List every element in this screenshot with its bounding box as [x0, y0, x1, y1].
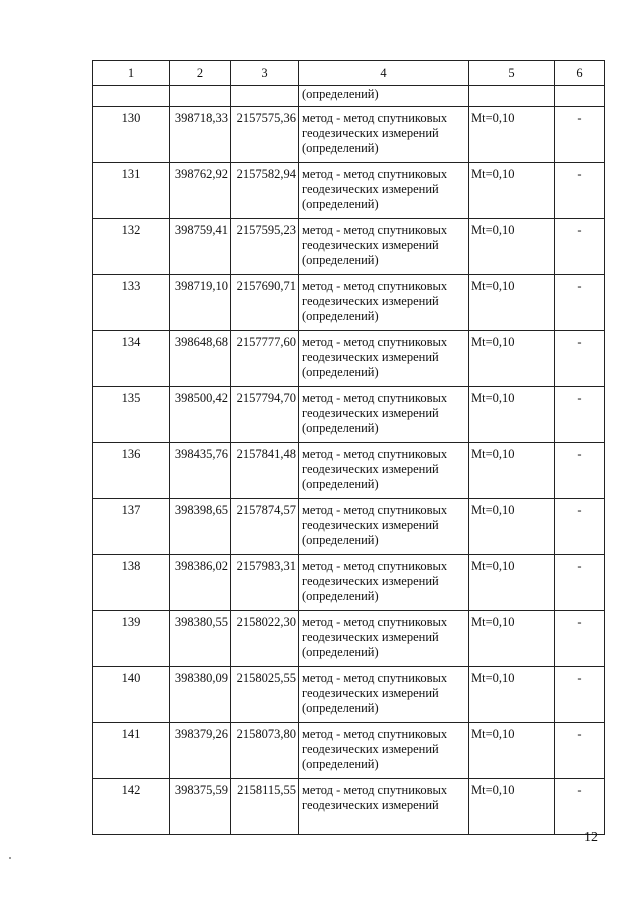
point-number: 131 [93, 163, 170, 219]
method-description: метод - метод спутниковых геодезических измерений (определений) [299, 611, 469, 667]
coordinate-y: 2157777,60 [231, 331, 299, 387]
table-row [93, 779, 605, 835]
note-value: - [555, 387, 605, 443]
note-value: - [555, 779, 605, 835]
note-value: - [555, 443, 605, 499]
note-value: - [555, 107, 605, 163]
point-number: 141 [93, 723, 170, 779]
coordinate-y: 2158073,80 [231, 723, 299, 779]
coordinate-x: 398398,65 [170, 499, 231, 555]
method-description: метод - метод спутниковых геодезических измерений (определений) [299, 331, 469, 387]
accuracy-value: Mt=0,10 [469, 443, 555, 499]
coordinate-x: 398759,41 [170, 219, 231, 275]
table-row [93, 387, 605, 443]
cont-cell-2 [170, 86, 231, 107]
method-description: метод - метод спутниковых геодезических измерений (определений) [299, 443, 469, 499]
note-value: - [555, 275, 605, 331]
point-number: 138 [93, 555, 170, 611]
cont-cell-1 [93, 86, 170, 107]
note-value: - [555, 667, 605, 723]
coordinate-y: 2157582,94 [231, 163, 299, 219]
table-row [93, 163, 605, 219]
table-row [93, 107, 605, 163]
page-number: 12 [584, 830, 598, 845]
table-row [93, 219, 605, 275]
table-header-row [93, 61, 605, 86]
table-row [93, 667, 605, 723]
note-value: - [555, 163, 605, 219]
table-row [93, 331, 605, 387]
method-description: метод - метод спутниковых геодезических измерений (определений) [299, 555, 469, 611]
coordinate-x: 398718,33 [170, 107, 231, 163]
note-value: - [555, 331, 605, 387]
table-row [93, 275, 605, 331]
coordinate-x: 398648,68 [170, 331, 231, 387]
method-description: метод - метод спутниковых геодезических измерений (определений) [299, 163, 469, 219]
accuracy-value: Mt=0,10 [469, 499, 555, 555]
coordinate-x: 398386,02 [170, 555, 231, 611]
header-cell-6: 6 [555, 61, 605, 86]
coordinate-y: 2157575,36 [231, 107, 299, 163]
header-cell-4: 4 [299, 61, 469, 86]
accuracy-value: Mt=0,10 [469, 611, 555, 667]
coordinate-x: 398380,09 [170, 667, 231, 723]
coordinate-y: 2157841,48 [231, 443, 299, 499]
coordinate-y: 2158022,30 [231, 611, 299, 667]
point-number: 137 [93, 499, 170, 555]
accuracy-value: Mt=0,10 [469, 107, 555, 163]
coordinate-x: 398500,42 [170, 387, 231, 443]
coordinate-x: 398375,59 [170, 779, 231, 835]
accuracy-value: Mt=0,10 [469, 219, 555, 275]
coordinate-y: 2157690,71 [231, 275, 299, 331]
accuracy-value: Mt=0,10 [469, 555, 555, 611]
method-description: метод - метод спутниковых геодезических измерений (определений) [299, 275, 469, 331]
coordinate-y: 2157983,31 [231, 555, 299, 611]
coordinate-y: 2158025,55 [231, 667, 299, 723]
coordinate-x: 398380,55 [170, 611, 231, 667]
coordinate-x: 398379,26 [170, 723, 231, 779]
method-description: метод - метод спутниковых геодезических измерений [299, 779, 469, 835]
cont-cell-6 [555, 86, 605, 107]
accuracy-value: Mt=0,10 [469, 667, 555, 723]
point-number: 142 [93, 779, 170, 835]
coordinate-y: 2157794,70 [231, 387, 299, 443]
scan-artifact [9, 857, 11, 859]
coordinate-y: 2158115,55 [231, 779, 299, 835]
header-cell-1: 1 [93, 61, 170, 86]
accuracy-value: Mt=0,10 [469, 163, 555, 219]
method-description: метод - метод спутниковых геодезических измерений (определений) [299, 499, 469, 555]
point-number: 133 [93, 275, 170, 331]
method-description: метод - метод спутниковых геодезических измерений (определений) [299, 387, 469, 443]
table-row [93, 499, 605, 555]
note-value: - [555, 499, 605, 555]
coordinate-x: 398435,76 [170, 443, 231, 499]
cont-cell-5 [469, 86, 555, 107]
table-row [93, 443, 605, 499]
coordinate-x: 398762,92 [170, 163, 231, 219]
table-row [93, 723, 605, 779]
method-description: метод - метод спутниковых геодезических измерений (определений) [299, 723, 469, 779]
point-number: 130 [93, 107, 170, 163]
table-row [93, 555, 605, 611]
continuation-row [93, 86, 605, 107]
accuracy-value: Mt=0,10 [469, 331, 555, 387]
point-number: 134 [93, 331, 170, 387]
point-number: 136 [93, 443, 170, 499]
cont-cell-3 [231, 86, 299, 107]
note-value: - [555, 723, 605, 779]
note-value: - [555, 219, 605, 275]
point-number: 139 [93, 611, 170, 667]
note-value: - [555, 555, 605, 611]
point-number: 132 [93, 219, 170, 275]
coordinate-y: 2157874,57 [231, 499, 299, 555]
coordinate-y: 2157595,23 [231, 219, 299, 275]
coordinates-table [92, 60, 605, 835]
note-value: - [555, 611, 605, 667]
coordinate-x: 398719,10 [170, 275, 231, 331]
header-cell-2: 2 [170, 61, 231, 86]
cont-cell-method: (определений) [299, 86, 469, 107]
accuracy-value: Mt=0,10 [469, 779, 555, 835]
method-description: метод - метод спутниковых геодезических измерений (определений) [299, 219, 469, 275]
method-description: метод - метод спутниковых геодезических измерений (определений) [299, 107, 469, 163]
accuracy-value: Mt=0,10 [469, 723, 555, 779]
header-cell-3: 3 [231, 61, 299, 86]
point-number: 140 [93, 667, 170, 723]
point-number: 135 [93, 387, 170, 443]
accuracy-value: Mt=0,10 [469, 275, 555, 331]
method-description: метод - метод спутниковых геодезических измерений (определений) [299, 667, 469, 723]
header-cell-5: 5 [469, 61, 555, 86]
table-row [93, 611, 605, 667]
accuracy-value: Mt=0,10 [469, 387, 555, 443]
